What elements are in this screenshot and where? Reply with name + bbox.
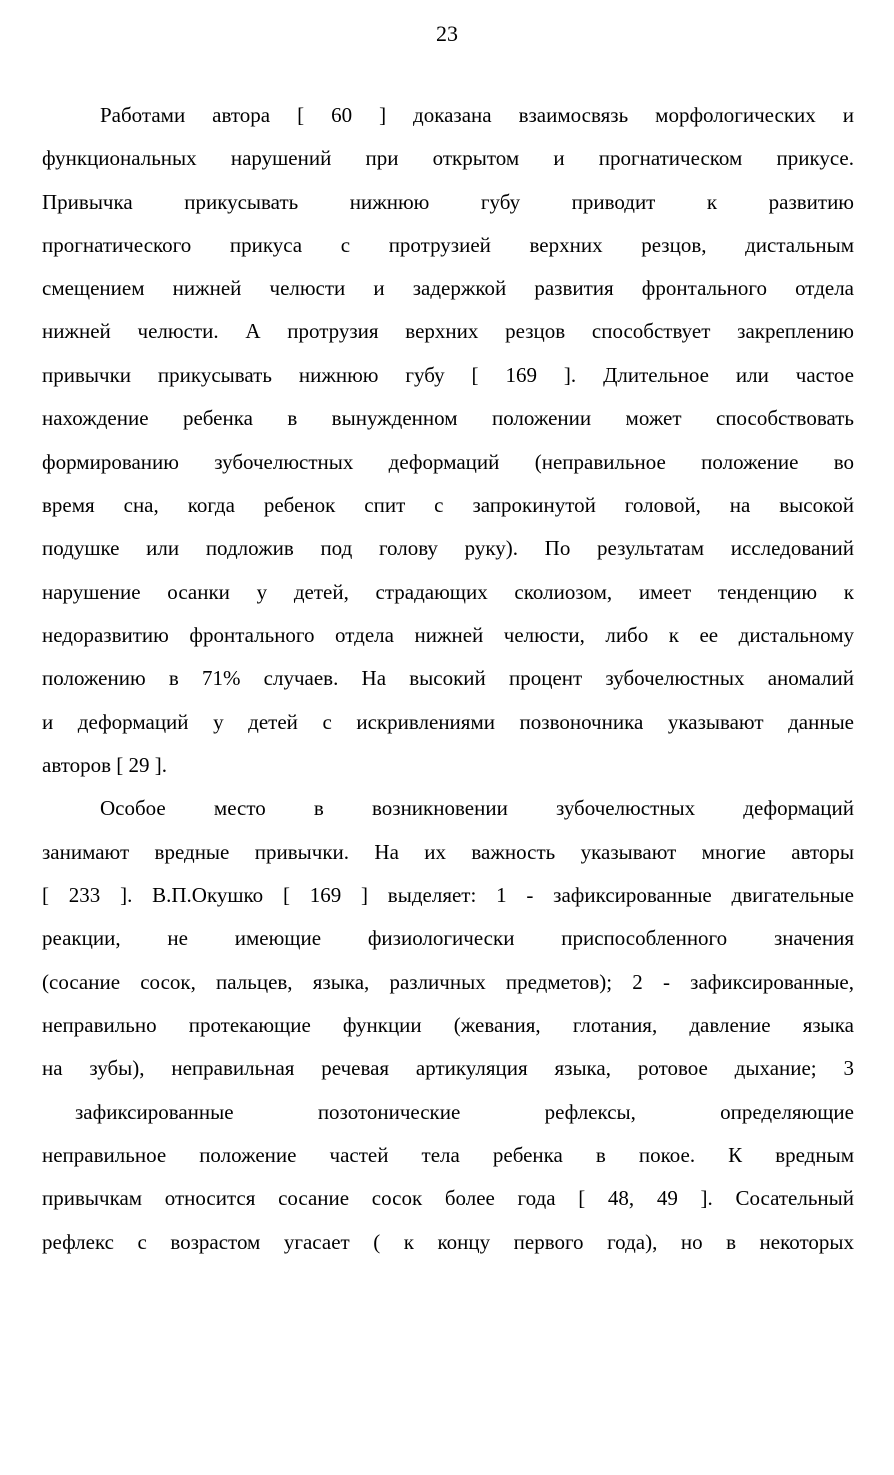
- paragraph-2-line: неправильно протекающие функции (жевания, глотания, давление языка: [42, 1013, 854, 1037]
- paragraph-1-line: недоразвитию фронтального отдела нижней челюсти, либо к ее дистальному: [42, 623, 854, 647]
- paragraph-2-line: реакции, не имеющие физиологически приспособленного значения: [42, 926, 854, 950]
- paragraph-1-line: Привычка прикусывать нижнюю губу приводит к развитию: [42, 190, 854, 214]
- paragraph-1-line: прогнатического прикуса с протрузией верхних резцов, дистальным: [42, 233, 854, 257]
- paragraph-1-line: функциональных нарушений при открытом и прогнатическом прикусе.: [42, 146, 854, 170]
- paragraph-2-line: (сосание сосок, пальцев, языка, различных предметов); 2 - зафиксированные,: [42, 970, 854, 994]
- paragraph-1-line: нахождение ребенка в вынужденном положении может способствовать: [42, 406, 854, 430]
- paragraph-2-line: [ 233 ]. В.П.Окушко [ 169 ] выделяет: 1 - зафиксированные двигательные: [42, 883, 854, 907]
- paragraph-1-line: нижней челюсти. А протрузия верхних резцов способствует закреплению: [42, 319, 854, 343]
- paragraph-1-line: привычки прикусывать нижнюю губу [ 169 ]. Длительное или частое: [42, 363, 854, 387]
- paragraph-1-line: Работами автора [ 60 ] доказана взаимосвязь морфологических и: [100, 103, 854, 127]
- paragraph-1-line: авторов [ 29 ].: [42, 753, 168, 777]
- paragraph-2-line: привычкам относится сосание сосок более года [ 48, 49 ]. Сосательный: [42, 1186, 854, 1210]
- paragraph-2-line: Особое место в возникновении зубочелюстных деформаций: [100, 796, 854, 820]
- paragraph-2-line: рефлекс с возрастом угасает ( к концу первого года), но в некоторых: [42, 1230, 854, 1254]
- paragraph-1-line: положению в 71% случаев. На высокий процент зубочелюстных аномалий: [42, 666, 854, 690]
- paragraph-2-line: на зубы), неправильная речевая артикуляция языка, ротовое дыхание; 3: [42, 1056, 854, 1080]
- paragraph-1-line: формированию зубочелюстных деформаций (неправильное положение во: [42, 450, 854, 474]
- paragraph-1-line: смещением нижней челюсти и задержкой развития фронтального отдела: [42, 276, 854, 300]
- page-number: 23: [436, 21, 458, 46]
- paragraph-2-line: занимают вредные привычки. На их важность указывают многие авторы: [42, 840, 854, 864]
- paragraph-1-line: и деформаций у детей с искривлениями позвоночника указывают данные: [42, 710, 854, 734]
- paragraph-1-line: нарушение осанки у детей, страдающих сколиозом, имеет тенденцию к: [42, 580, 854, 604]
- paragraph-1-line: время сна, когда ребенок спит с запрокинутой головой, на высокой: [42, 493, 854, 517]
- paragraph-1-line: подушке или подложив под голову руку). По результатам исследований: [42, 536, 854, 560]
- paragraph-2-line: зафиксированные позотонические рефлексы, определяющие: [75, 1100, 854, 1124]
- paragraph-2-line: неправильное положение частей тела ребенка в покое. К вредным: [42, 1143, 854, 1167]
